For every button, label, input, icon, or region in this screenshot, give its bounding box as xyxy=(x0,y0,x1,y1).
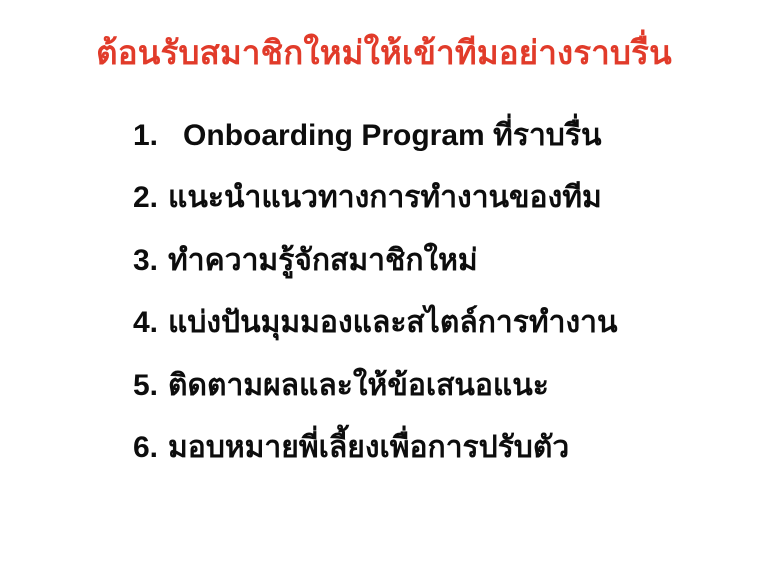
list-item xyxy=(133,230,768,293)
list-item-text: ติดตามผลและให้ข้อเสนอแนะ xyxy=(168,368,549,402)
list-item-number: 5. xyxy=(133,368,159,402)
list-item-number: 1. xyxy=(133,118,159,152)
list-item-text: แนะนำแนวทางการทำงานของทีม xyxy=(168,181,602,215)
list-item xyxy=(133,105,768,168)
list-item xyxy=(133,292,768,355)
list-item-number: 6. xyxy=(133,431,159,465)
slide-title: ต้อนรับสมาชิกใหม่ให้เข้าทีมอย่างราบรื่น xyxy=(96,34,672,71)
numbered-list xyxy=(133,105,768,480)
list-item xyxy=(133,167,768,230)
list-item-text: Onboarding Program ที่ราบรื่น xyxy=(183,118,602,152)
list-item-text: มอบหมายพี่เลี้ยงเพื่อการปรับตัว xyxy=(168,431,570,465)
list-item-number: 2. xyxy=(133,181,159,215)
list-item-number: 3. xyxy=(133,243,159,277)
list-item xyxy=(133,417,768,480)
list-item-text: แบ่งปันมุมมองและสไตล์การทำงาน xyxy=(168,306,618,340)
list-item-number: 4. xyxy=(133,306,159,340)
list-item xyxy=(133,355,768,418)
list-item-text: ทำความรู้จักสมาชิกใหม่ xyxy=(168,243,478,277)
